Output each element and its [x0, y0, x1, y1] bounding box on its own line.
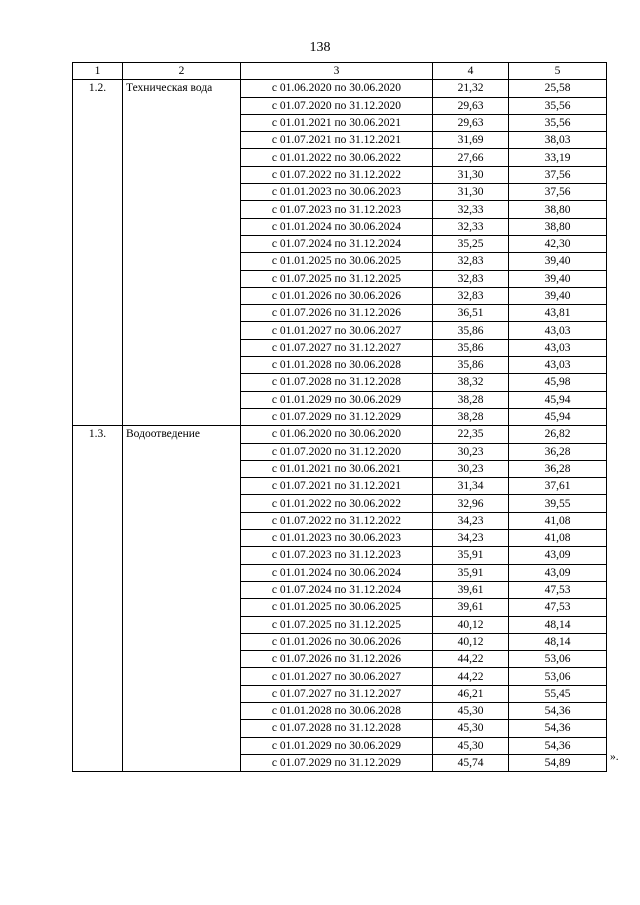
tariff-value-cell: 44,22	[433, 651, 509, 668]
period-cell: с 01.01.2022 по 30.06.2022	[241, 495, 433, 512]
tariff-value-cell: 32,33	[433, 201, 509, 218]
tariff-value-cell: 31,30	[433, 184, 509, 201]
tariff-vat-value-cell: 47,53	[509, 581, 607, 598]
service-name: Техническая вода	[123, 80, 241, 426]
tariff-vat-value-cell: 37,56	[509, 166, 607, 183]
table-header	[73, 63, 607, 80]
period-cell: с 01.01.2023 по 30.06.2023	[241, 184, 433, 201]
tariff-vat-value-cell: 37,61	[509, 478, 607, 495]
tariff-value-cell: 46,21	[433, 685, 509, 702]
tariff-value-cell: 29,63	[433, 97, 509, 114]
tariff-vat-value-cell: 53,06	[509, 668, 607, 685]
tariff-value-cell: 31,69	[433, 132, 509, 149]
period-cell: с 01.07.2026 по 31.12.2026	[241, 305, 433, 322]
tariff-vat-value-cell: 43,03	[509, 339, 607, 356]
tariff-vat-value-cell: 47,53	[509, 599, 607, 616]
period-cell: с 01.07.2026 по 31.12.2026	[241, 651, 433, 668]
table-row	[73, 80, 607, 97]
tariff-vat-value-cell: 35,56	[509, 114, 607, 131]
period-cell: с 01.07.2023 по 31.12.2023	[241, 547, 433, 564]
tariff-vat-value-cell: 43,03	[509, 357, 607, 374]
tariff-value-cell: 39,61	[433, 581, 509, 598]
period-cell: с 01.07.2022 по 31.12.2022	[241, 166, 433, 183]
period-cell: с 01.07.2025 по 31.12.2025	[241, 270, 433, 287]
column-header-1: 1	[73, 63, 123, 80]
tariff-value-cell: 30,23	[433, 460, 509, 477]
tariff-value-cell: 32,96	[433, 495, 509, 512]
page-number: 138	[309, 40, 331, 55]
tariff-vat-value-cell: 36,28	[509, 443, 607, 460]
tariff-vat-value-cell: 38,80	[509, 201, 607, 218]
tariff-vat-value-cell: 39,55	[509, 495, 607, 512]
period-cell: с 01.01.2025 по 30.06.2025	[241, 253, 433, 270]
tariff-value-cell: 35,91	[433, 564, 509, 581]
period-cell: с 01.01.2021 по 30.06.2021	[241, 460, 433, 477]
tariff-value-cell: 34,23	[433, 512, 509, 529]
tariff-value-cell: 31,30	[433, 166, 509, 183]
tariff-vat-value-cell: 48,14	[509, 633, 607, 650]
tariff-value-cell: 40,12	[433, 633, 509, 650]
period-cell: с 01.01.2027 по 30.06.2027	[241, 668, 433, 685]
column-header-5: 5	[509, 63, 607, 80]
tariff-value-cell: 45,30	[433, 720, 509, 737]
tariff-vat-value-cell: 45,94	[509, 408, 607, 425]
tariff-value-cell: 29,63	[433, 114, 509, 131]
period-cell: с 01.07.2029 по 31.12.2029	[241, 754, 433, 771]
period-cell: с 01.01.2028 по 30.06.2028	[241, 357, 433, 374]
service-name: Водоотведение	[123, 426, 241, 772]
period-cell: с 01.01.2025 по 30.06.2025	[241, 599, 433, 616]
period-cell: с 01.01.2027 по 30.06.2027	[241, 322, 433, 339]
closing-quote-mark: ».	[610, 751, 619, 763]
period-cell: с 01.01.2026 по 30.06.2026	[241, 287, 433, 304]
tariff-value-cell: 21,32	[433, 80, 509, 97]
period-cell: с 01.07.2021 по 31.12.2021	[241, 478, 433, 495]
tariff-vat-value-cell: 43,03	[509, 322, 607, 339]
tariff-value-cell: 39,61	[433, 599, 509, 616]
tariff-vat-value-cell: 43,09	[509, 547, 607, 564]
tariff-vat-value-cell: 53,06	[509, 651, 607, 668]
period-cell: с 01.07.2021 по 31.12.2021	[241, 132, 433, 149]
tariff-vat-value-cell: 38,80	[509, 218, 607, 235]
tariff-value-cell: 40,12	[433, 616, 509, 633]
tariff-value-cell: 45,30	[433, 737, 509, 754]
tariff-value-cell: 27,66	[433, 149, 509, 166]
column-header-2: 2	[123, 63, 241, 80]
tariff-value-cell: 22,35	[433, 426, 509, 443]
tariff-vat-value-cell: 54,36	[509, 720, 607, 737]
tariff-vat-value-cell: 39,40	[509, 287, 607, 304]
period-cell: с 01.06.2020 по 30.06.2020	[241, 426, 433, 443]
tariff-value-cell: 32,83	[433, 253, 509, 270]
table-row	[73, 426, 607, 443]
tariff-vat-value-cell: 45,98	[509, 374, 607, 391]
tariff-vat-value-cell: 55,45	[509, 685, 607, 702]
period-cell: с 01.01.2029 по 30.06.2029	[241, 737, 433, 754]
tariff-value-cell: 35,86	[433, 322, 509, 339]
tariff-vat-value-cell: 39,40	[509, 253, 607, 270]
period-cell: с 01.07.2020 по 31.12.2020	[241, 97, 433, 114]
tariff-vat-value-cell: 41,08	[509, 512, 607, 529]
period-cell: с 01.06.2020 по 30.06.2020	[241, 80, 433, 97]
tariff-value-cell: 32,83	[433, 287, 509, 304]
tariff-value-cell: 38,28	[433, 408, 509, 425]
tariff-value-cell: 35,25	[433, 235, 509, 252]
tariff-vat-value-cell: 43,09	[509, 564, 607, 581]
tariff-vat-value-cell: 54,36	[509, 702, 607, 719]
period-cell: с 01.01.2024 по 30.06.2024	[241, 564, 433, 581]
period-cell: с 01.07.2023 по 31.12.2023	[241, 201, 433, 218]
tariff-value-cell: 45,30	[433, 702, 509, 719]
tariff-vat-value-cell: 25,58	[509, 80, 607, 97]
tariff-vat-value-cell: 35,56	[509, 97, 607, 114]
group-index: 1.2.	[73, 80, 123, 426]
tariff-value-cell: 32,33	[433, 218, 509, 235]
tariff-vat-value-cell: 39,40	[509, 270, 607, 287]
period-cell: с 01.07.2024 по 31.12.2024	[241, 235, 433, 252]
tariff-vat-value-cell: 36,28	[509, 460, 607, 477]
tariff-value-cell: 34,23	[433, 530, 509, 547]
column-header-4: 4	[433, 63, 509, 80]
period-cell: с 01.07.2029 по 31.12.2029	[241, 408, 433, 425]
tariff-table	[72, 62, 607, 772]
tariff-vat-value-cell: 43,81	[509, 305, 607, 322]
period-cell: с 01.01.2021 по 30.06.2021	[241, 114, 433, 131]
tariff-vat-value-cell: 37,56	[509, 184, 607, 201]
tariff-vat-value-cell: 26,82	[509, 426, 607, 443]
tariff-value-cell: 45,74	[433, 754, 509, 771]
period-cell: с 01.07.2027 по 31.12.2027	[241, 685, 433, 702]
column-header-3: 3	[241, 63, 433, 80]
period-cell: с 01.01.2026 по 30.06.2026	[241, 633, 433, 650]
tariff-value-cell: 35,91	[433, 547, 509, 564]
period-cell: с 01.01.2029 по 30.06.2029	[241, 391, 433, 408]
tariff-vat-value-cell: 38,03	[509, 132, 607, 149]
tariff-value-cell: 38,28	[433, 391, 509, 408]
tariff-vat-value-cell: 42,30	[509, 235, 607, 252]
tariff-value-cell: 35,86	[433, 339, 509, 356]
period-cell: с 01.07.2025 по 31.12.2025	[241, 616, 433, 633]
period-cell: с 01.01.2024 по 30.06.2024	[241, 218, 433, 235]
header-row	[73, 63, 607, 80]
tariff-value-cell: 36,51	[433, 305, 509, 322]
tariff-vat-value-cell: 54,89	[509, 754, 607, 771]
tariff-vat-value-cell: 54,36	[509, 737, 607, 754]
period-cell: с 01.01.2022 по 30.06.2022	[241, 149, 433, 166]
period-cell: с 01.07.2028 по 31.12.2028	[241, 374, 433, 391]
tariff-value-cell: 44,22	[433, 668, 509, 685]
tariff-vat-value-cell: 45,94	[509, 391, 607, 408]
period-cell: с 01.07.2024 по 31.12.2024	[241, 581, 433, 598]
tariff-vat-value-cell: 41,08	[509, 530, 607, 547]
tariff-value-cell: 31,34	[433, 478, 509, 495]
period-cell: с 01.01.2023 по 30.06.2023	[241, 530, 433, 547]
table-body	[73, 80, 607, 772]
group-index: 1.3.	[73, 426, 123, 772]
tariff-value-cell: 38,32	[433, 374, 509, 391]
tariff-value-cell: 30,23	[433, 443, 509, 460]
period-cell: с 01.01.2028 по 30.06.2028	[241, 702, 433, 719]
period-cell: с 01.07.2020 по 31.12.2020	[241, 443, 433, 460]
tariff-value-cell: 32,83	[433, 270, 509, 287]
tariff-value-cell: 35,86	[433, 357, 509, 374]
period-cell: с 01.07.2028 по 31.12.2028	[241, 720, 433, 737]
period-cell: с 01.07.2022 по 31.12.2022	[241, 512, 433, 529]
tariff-vat-value-cell: 48,14	[509, 616, 607, 633]
tariff-vat-value-cell: 33,19	[509, 149, 607, 166]
period-cell: с 01.07.2027 по 31.12.2027	[241, 339, 433, 356]
